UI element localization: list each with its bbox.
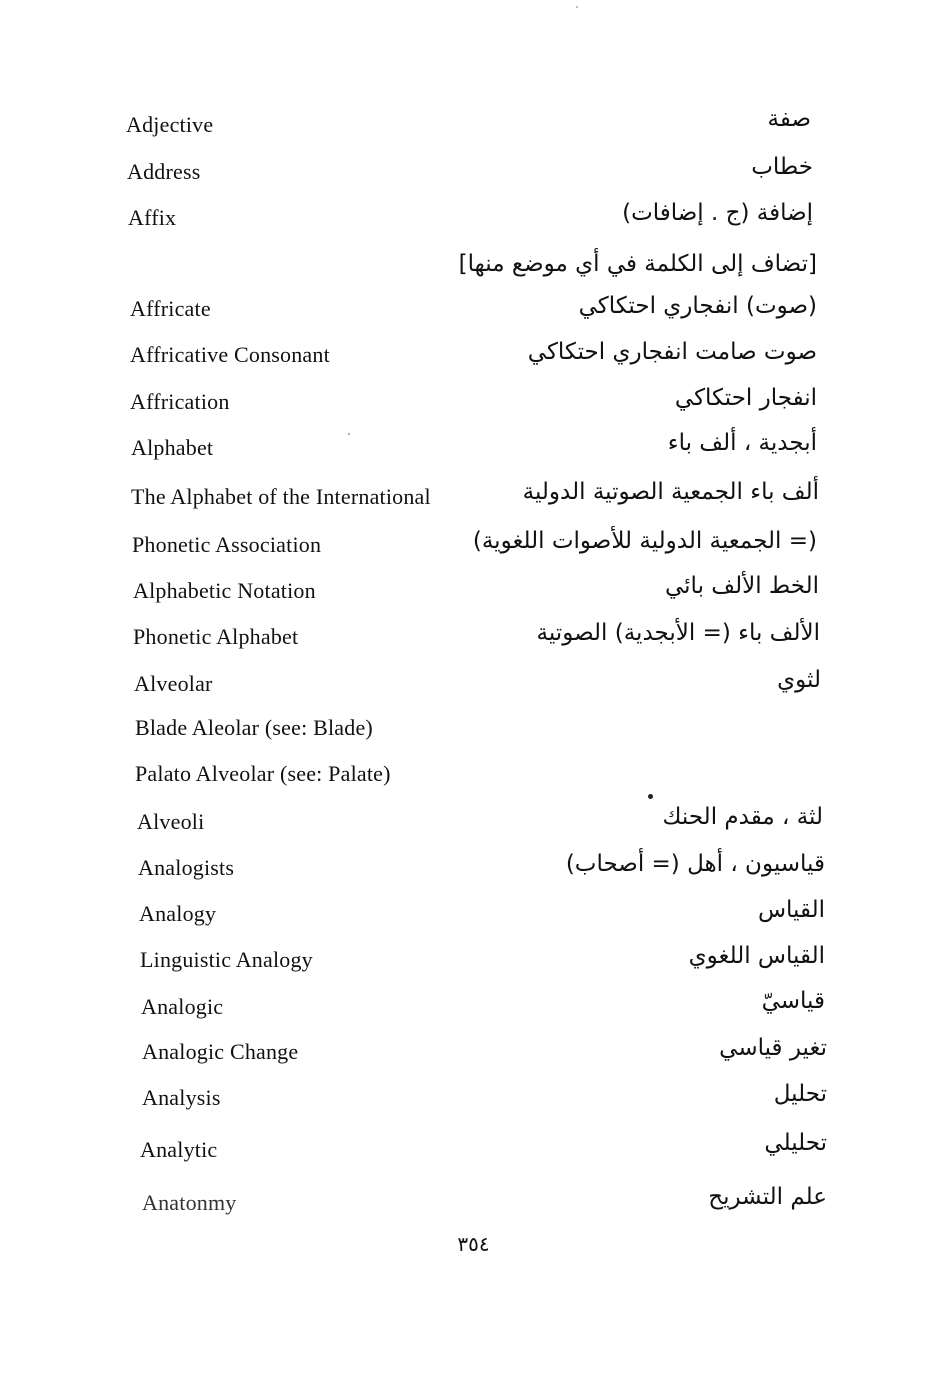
arabic-translation: إضافة (ج . إضافات) <box>622 200 813 226</box>
arabic-translation: قياسيّ <box>761 988 825 1014</box>
arabic-translation: انفجار احتكاكي <box>674 385 817 411</box>
english-term: Anatonmy <box>142 1190 237 1215</box>
arabic-translation: القياس <box>757 897 825 923</box>
english-term: Blade Aleolar (see: Blade) <box>135 715 373 740</box>
arabic-translation: خطاب <box>751 154 813 180</box>
arabic-translation: لثوي <box>777 667 821 693</box>
english-term: Alveolar <box>134 671 213 696</box>
arabic-translation: (صوت) انفجاري احتكاكي <box>578 293 817 319</box>
english-term: Analysis <box>142 1085 221 1110</box>
scan-speck <box>648 794 653 799</box>
page-number: ٣٥٤ <box>457 1232 490 1256</box>
english-term: Analogic Change <box>142 1039 299 1064</box>
arabic-translation: القياس اللغوي <box>688 943 825 969</box>
english-term: Alveoli <box>137 809 205 834</box>
scan-speck <box>348 433 350 435</box>
english-term: Adjective <box>126 112 214 137</box>
arabic-translation: أبجدية ، ألف باء <box>667 430 817 456</box>
arabic-translation: لثة ، مقدم الحنك <box>662 804 823 830</box>
english-term: Alphabet <box>131 435 214 460</box>
arabic-translation: علم التشريح <box>708 1184 827 1210</box>
arabic-translation: الألف باء (= الأبجدية) الصوتية <box>536 620 820 646</box>
arabic-translation: صفة <box>767 106 811 132</box>
english-term: Analogy <box>139 901 217 926</box>
arabic-translation: [تضاف إلى الكلمة في أي موضع منها] <box>458 251 817 277</box>
english-term: Analogic <box>141 994 224 1019</box>
english-term: Affix <box>128 205 177 230</box>
arabic-translation: تحليل <box>773 1081 827 1107</box>
english-term: Address <box>127 159 201 184</box>
english-term: Phonetic Association <box>132 532 322 557</box>
arabic-translation: تحليلي <box>764 1130 827 1156</box>
arabic-translation: صوت صامت انفجاري احتكاكي <box>527 339 817 365</box>
english-term: Affricative Consonant <box>130 342 330 367</box>
arabic-translation: تغير قياسي <box>719 1035 827 1061</box>
english-term: Affrication <box>130 389 230 414</box>
arabic-translation: قياسيون ، أهل (= أصحاب) <box>565 851 825 877</box>
scan-speck <box>576 6 578 8</box>
english-term: Linguistic Analogy <box>140 947 313 972</box>
english-term: Phonetic Alphabet <box>133 624 299 649</box>
english-term: Analytic <box>140 1137 218 1162</box>
arabic-translation: الخط الألف بائي <box>664 573 819 599</box>
english-term: Analogists <box>138 855 235 880</box>
english-term: Affricate <box>130 296 211 321</box>
arabic-translation: ألف باء الجمعية الصوتية الدولية <box>522 479 819 505</box>
english-term: Alphabetic Notation <box>133 578 316 603</box>
english-term: The Alphabet of the International <box>131 484 431 509</box>
english-term: Palato Alveolar (see: Palate) <box>135 761 391 786</box>
arabic-translation: (= الجمعية الدولية للأصوات اللغوية) <box>472 528 817 554</box>
